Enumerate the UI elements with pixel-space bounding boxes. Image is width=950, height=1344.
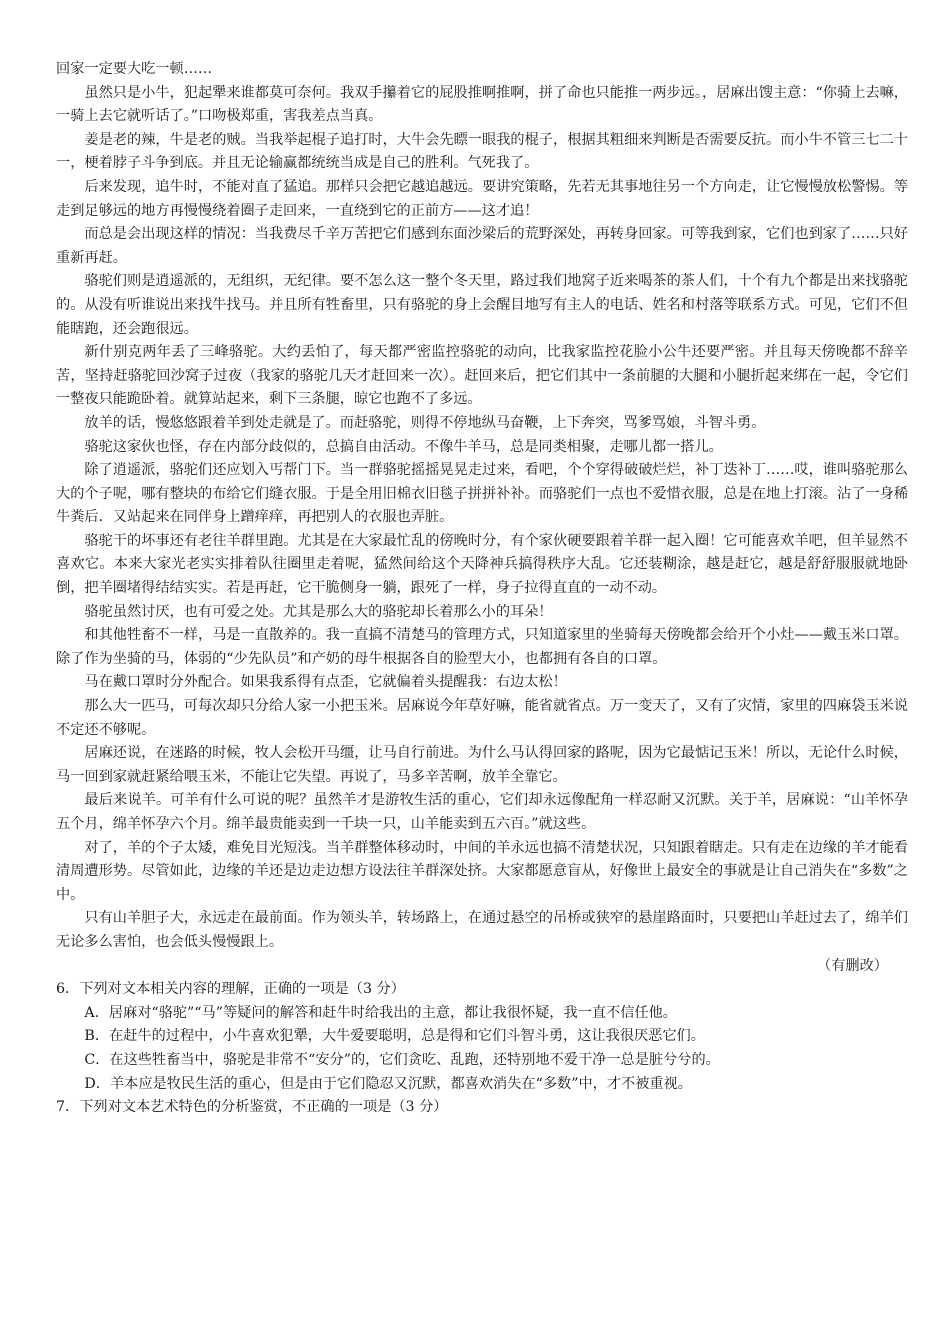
passage-paragraph: 居麻还说，在迷路的时候，牧人会松开马缰，让马自行前进。为什么马认得回家的路呢，因为它最惦记玉米！所以，无论什么时候，马一回到家就赶紧给喂玉米，不能让它失望。再说了，马多辛苦啊，放羊全靠它。 xyxy=(56,745,908,785)
question-7-stem: 7．下列对文本艺术特色的分析鉴赏，不正确的一项是（3 分） xyxy=(56,1099,448,1116)
passage-paragraph: 放羊的话，慢悠悠跟着羊到处走就是了。而赶骆驼，则得不停地纵马奋鞭，上下奔突，骂爹骂娘，斗智斗勇。 xyxy=(84,414,766,431)
question-6-option-c: C．在这些牲畜当中，骆驼是非常不“安分”的，它们贪吃、乱跑，还特别地不爱干净一总是脏兮兮的。 xyxy=(84,1051,720,1068)
passage-paragraph: 姜是老的辣，牛是老的贼。当我举起棍子追打时，大牛会先瞟一眼我的棍子，根据其粗细来判断是否需要反抗。而小牛不管三七二十一，梗着脖子斗争到底。并且无论输赢都统统当成是自己的胜利。气死我了。 xyxy=(56,131,908,172)
passage-paragraph: 马在戴口罩时分外配合。如果我系得有点歪，它就偏着头提醒我：右边太松！ xyxy=(84,674,567,691)
passage-paragraph: 只有山羊胆子大，永远走在最前面。作为领头羊，转场路上，在通过悬空的吊桥或狭窄的悬崖路面时，只要把山羊赶过去了，绵羊们无论多么害怕，也会低头慢慢跟上。 xyxy=(56,910,908,950)
passage-paragraph: 那么大一匹马，可每次却只分给人家一小把玉米。居麻说今年草好嘛，能省就省点。万一变天了，又有了灾情，家里的四麻袋玉米说不定还不够呢。 xyxy=(56,698,908,738)
passage xyxy=(56,58,908,978)
question-6-option-a: A．居麻对“骆驼”“马”等疑问的解答和赶牛时给我出的主意，都让我很怀疑，我一直不信任他。 xyxy=(84,1004,677,1021)
passage-paragraph: 最后来说羊。可羊有什么可说的呢？虽然羊才是游牧生活的重心，它们却永远像配角一样忍耐又沉默。关于羊，居麻说：“山羊怀孕五个月，绵羊怀孕六个月。绵羊最贵能卖到一千块一只，山羊能卖到五六百。”就这些。 xyxy=(56,792,908,832)
passage-paragraph: 回家一定要大吃一顿…… xyxy=(56,61,213,77)
question-6-stem: 6．下列对文本相关内容的理解，正确的一项是（3 分） xyxy=(56,981,405,998)
passage-paragraph: 除了逍遥派，骆驼们还应划入丐帮门下。当一群骆驼摇摇晃晃走过来，看吧，个个穿得破破烂烂，补丁迭补丁……哎，谁叫骆驼那么大的个子呢，哪有整块的布给它们缝衣服。于是全用旧棉衣旧毯子拼拼补补。而骆驼们一点也不爱惜衣服，总是在地上打滚。沾了一身稀牛粪后．又站起来在同伴身上蹭痒痒，再把别人的衣服也弄脏。 xyxy=(56,462,908,526)
passage-paragraph: 骆驼这家伙也怪，存在内部分歧似的，总搞自由活动。不像牛羊马，总是同类相聚，走哪儿都一搭儿。 xyxy=(84,438,723,455)
passage-paragraph: 骆驼虽然讨厌，也有可爱之处。尤其是那么大的骆驼却长着那么小的耳朵！ xyxy=(84,603,553,620)
questions xyxy=(56,978,908,1120)
passage-paragraph: 对了，羊的个子太矮，难免目光短浅。当羊群整体移动时，中间的羊永远也搞不清楚状况，只知跟着瞎走。只有走在边缘的羊才能看清周遭形势。尽管如此，边缘的羊还是边走边想方设法往羊群深处挤。大家都愿意盲从，好像世上最安全的事就是让自己消失在“多数”之中。 xyxy=(56,839,908,903)
passage-paragraph: 而总是会出现这样的情况：当我费尽千辛万苦把它们感到东面沙梁后的荒野深处，再转身回家。可等我到家，它们也到家了……只好重新再赶。 xyxy=(56,226,908,266)
passage-paragraph: 骆驼干的坏事还有老往羊群里跑。尤其是在大家最忙乱的傍晚时分，有个家伙硬要跟着羊群一起入圈！它可能喜欢羊吧，但羊显然不喜欢它。本来大家光老实实排着队往圈里走着呢，猛然间给这个天降神兵搞得秩序大乱。它还装糊涂，越是赶它，越是舒舒服服就地卧倒，把羊圈堵得结结实实。若是再赶，它干脆侧身一躺，跟死了一样，身子拉得直直的一动不动。 xyxy=(56,532,908,597)
document-page xyxy=(56,58,908,1120)
question-6-option-d: D．羊本应是牧民生活的重心，但是由于它们隐忍又沉默，都喜欢消失在“多数”中，才不被重视。 xyxy=(84,1075,692,1092)
passage-paragraph: 新什别克两年丢了三峰骆驼。大约丢怕了，每天都严密监控骆驼的动向，比我家监控花脸小公牛还要严密。并且每天傍晚都不辞辛苦，坚持赶骆驼回沙窝子过夜（我家的骆驼几天才赶回来一次）。赶回来后，把它们其中一条前腿的大腿和小腿折起来绑在一起，令它们一整夜只能跪卧着。就算站起来，剩下三条腿，晾它也跑不了多远。 xyxy=(56,344,908,408)
question-6-option-b: B．在赶牛的过程中，小牛喜欢犯犟，大牛爱要聪明，总是得和它们斗智斗勇，这让我很厌恶它们。 xyxy=(84,1028,705,1045)
passage-paragraph: 虽然只是小牛，犯起犟来谁都莫可奈何。我双手攥着它的屁股推啊推啊，拼了命也只能推一两步远。，居麻出馊主意：“你骑上去嘛，一骑上去它就听话了。”口吻极郑重，害我差点当真。 xyxy=(56,84,908,125)
passage-paragraph: 后来发现，追牛时，不能对直了猛追。那样只会把它越追越远。要讲究策略，先若无其事地往另一个方向走，让它慢慢放松警惕。等走到足够远的地方再慢慢绕着圈子走回来，一直绕到它的正前方——这才追！ xyxy=(56,178,908,219)
passage-paragraph: 和其他牲畜不一样，马是一直散养的。我一直搞不清楚马的管理方式，只知道家里的坐骑每天傍晚都会给开个小灶——戴玉米口罩。除了作为坐骑的马，体弱的“少先队员”和产奶的母牛根据各自的脸型大小，也都拥有各自的口罩。 xyxy=(56,627,908,667)
source-note: （有删改） xyxy=(817,957,888,974)
passage-paragraph: 骆驼们则是逍遥派的，无组织，无纪律。要不怎么这一整个冬天里，路过我们地窝子近来喝茶的茶人们，十个有九个都是出来找骆驼的。从没有听谁说出来找牛找马。并且所有牲畜里，只有骆驼的身上会醒目地写有主人的电话、姓名和村落等联系方式。可见，它们不但能瞎跑，还会跑很远。 xyxy=(56,273,908,337)
